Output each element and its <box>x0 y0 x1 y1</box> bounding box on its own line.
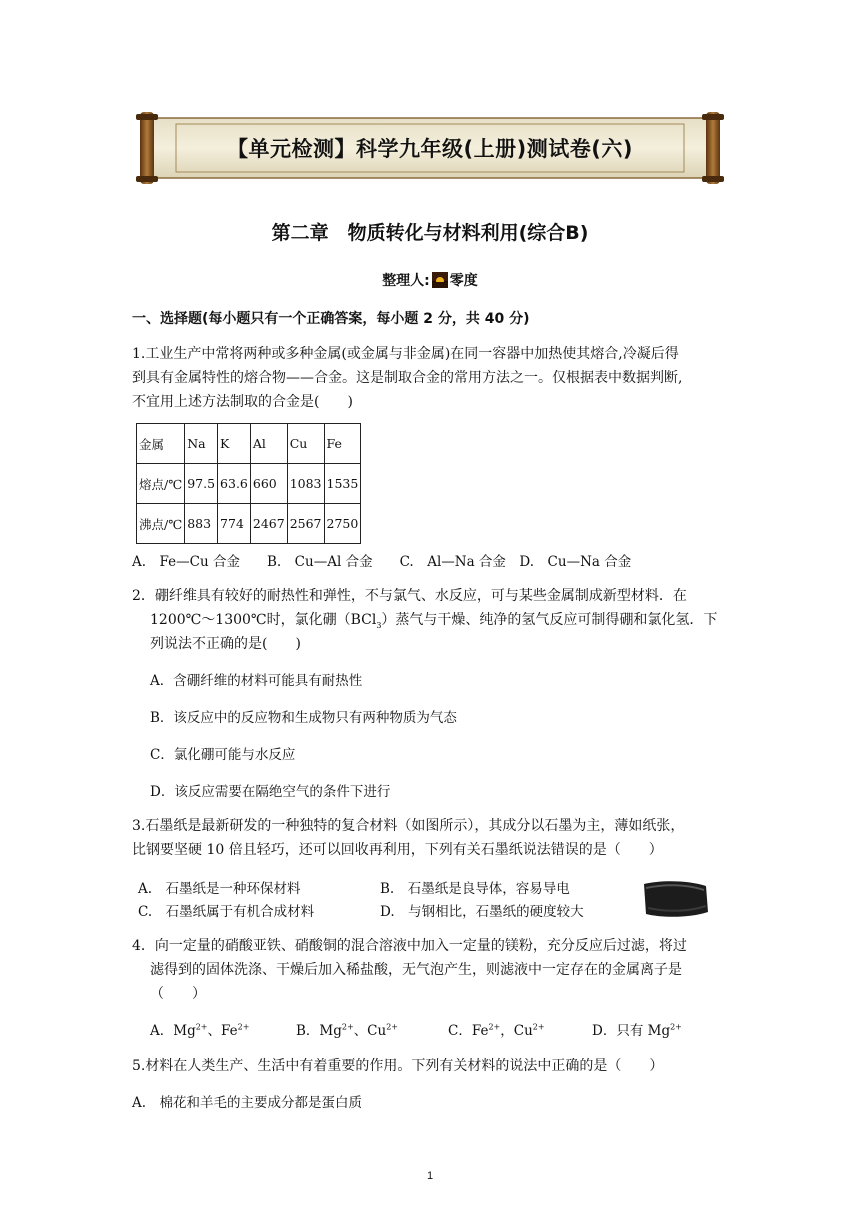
table-cell: Al <box>250 424 287 464</box>
table-cell: 2750 <box>324 504 361 544</box>
q2-subscript: 3 <box>376 620 382 630</box>
q2-option-c: C．氯化硼可能与水反应 <box>150 747 296 763</box>
organizer-label: 整理人: <box>382 273 430 289</box>
q4-option-a-part2: 、Fe <box>207 1023 238 1039</box>
q2-line1: 2．硼纤维具有较好的耐热性和弹性，不与氯气、水反应，可与某些金属制成新型材料．在 <box>132 588 687 604</box>
table-cell: 97.5 <box>185 464 218 504</box>
q4-option-c-part2: ，Cu <box>500 1023 533 1039</box>
table-row <box>137 464 361 504</box>
table-cell: 熔点/℃ <box>137 464 185 504</box>
metal-properties-table <box>136 423 361 544</box>
q1-line3: 不宜用上述方法制取的合金是( ) <box>132 394 353 410</box>
sunset-icon <box>432 272 448 288</box>
table-cell: 金属 <box>137 424 185 464</box>
title-banner <box>136 112 724 184</box>
q4-option-c <box>448 1019 545 1039</box>
table-cell: Cu <box>287 424 324 464</box>
q3-line1: 3.石墨纸是最新研发的一种独特的复合材料（如图所示），其成分以石墨为主，薄如纸张， <box>132 818 685 834</box>
q4-line1: 4．向一定量的硝酸亚铁、硝酸铜的混合溶液中加入一定量的镁粉，充分反应后过滤，将过 <box>132 938 687 954</box>
q4-option-b <box>296 1019 398 1039</box>
q4-option-d <box>592 1019 682 1039</box>
q4-option-c-part1: C．Fe <box>448 1023 489 1039</box>
q4-option-b-part2: 、Cu <box>353 1023 387 1039</box>
charge-superscript: 2+ <box>237 1022 250 1032</box>
charge-superscript: 2+ <box>195 1022 208 1032</box>
q2-line2-a: 1200℃～1300℃时，氯化硼（BCl <box>150 612 377 628</box>
charge-superscript: 2+ <box>532 1022 545 1032</box>
banner-title: 【单元检测】科学九年级(上册)测试卷(六) <box>227 137 633 161</box>
table-cell: 660 <box>250 464 287 504</box>
table-cell: Fe <box>324 424 361 464</box>
q4-option-d-part1: D．只有 Mg <box>592 1023 671 1039</box>
table-cell: 沸点/℃ <box>137 504 185 544</box>
q4-option-a-part1: A．Mg <box>150 1023 196 1039</box>
table-row <box>137 504 361 544</box>
table-cell: K <box>218 424 251 464</box>
table-header-row <box>137 424 361 464</box>
page-number: 1 <box>426 1170 434 1182</box>
q2-option-d: D．该反应需要在隔绝空气的条件下进行 <box>150 784 391 800</box>
q4-line2: 滤得到的固体洗涤、干燥后加入稀盐酸，无气泡产生，则滤液中一定存在的金属离子是 <box>150 962 682 978</box>
q3-option-b: B. 石墨纸是良导体，容易导电 <box>380 881 570 897</box>
q1-line1: 1.工业生产中常将两种或多种金属(或金属与非金属)在同一容器中加热使其熔合,冷凝后得 <box>132 346 679 362</box>
q2-line2-b: ）蒸气与干燥、纯净的氢气反应可制得硼和氯化氢．下 <box>381 612 718 628</box>
table-cell: 63.6 <box>218 464 251 504</box>
q4-option-b-part1: B．Mg <box>296 1023 342 1039</box>
charge-superscript: 2+ <box>386 1022 399 1032</box>
table-cell: 774 <box>218 504 251 544</box>
q3-option-d: D. 与钢相比，石墨纸的硬度较大 <box>380 904 584 920</box>
organizer-name: 零度 <box>449 273 478 289</box>
q4-line3: （ ） <box>150 986 206 1002</box>
table-cell: 1535 <box>324 464 361 504</box>
section-heading: 一、选择题(每小题只有一个正确答案，每小题 2 分，共 40 分) <box>132 311 530 327</box>
table-cell: 1083 <box>287 464 324 504</box>
q5-option-a: A. 棉花和羊毛的主要成分都是蛋白质 <box>132 1095 363 1111</box>
charge-superscript: 2+ <box>341 1022 354 1032</box>
table-cell: Na <box>185 424 218 464</box>
q2-line3: 列说法不正确的是( ) <box>150 636 301 652</box>
chapter-title: 第二章 物质转化与材料利用(综合B) <box>271 222 589 244</box>
q3-line2: 比钢要坚硬 10 倍且轻巧，还可以回收再利用，下列有关石墨纸说法错误的是（ ） <box>132 842 663 858</box>
q1-line2: 到具有金属特性的熔合物——合金。这是制取合金的常用方法之一。仅根据表中数据判断, <box>132 370 683 386</box>
q2-option-a: A．含硼纤维的材料可能具有耐热性 <box>150 673 363 689</box>
graphite-paper-image <box>640 878 710 920</box>
table-cell: 2567 <box>287 504 324 544</box>
q2-option-b: B．该反应中的反应物和生成物只有两种物质为气态 <box>150 710 457 726</box>
organizer-line <box>0 270 860 290</box>
charge-superscript: 2+ <box>670 1022 682 1032</box>
table-cell: 2467 <box>250 504 287 544</box>
table-cell: 883 <box>185 504 218 544</box>
q3-option-a: A. 石墨纸是一种环保材料 <box>138 881 301 897</box>
q3-option-c: C. 石墨纸属于有机合成材料 <box>138 904 315 920</box>
charge-superscript: 2+ <box>488 1022 501 1032</box>
q5-line1: 5.材料在人类生产、生活中有着重要的作用。下列有关材料的说法中正确的是（ ） <box>132 1058 664 1074</box>
q1-options: A. Fe—Cu 合金 B. Cu—Al 合金 C. Al—Na 合金 D. Cu—Na 合金 <box>132 554 632 570</box>
q4-option-a <box>150 1019 249 1039</box>
